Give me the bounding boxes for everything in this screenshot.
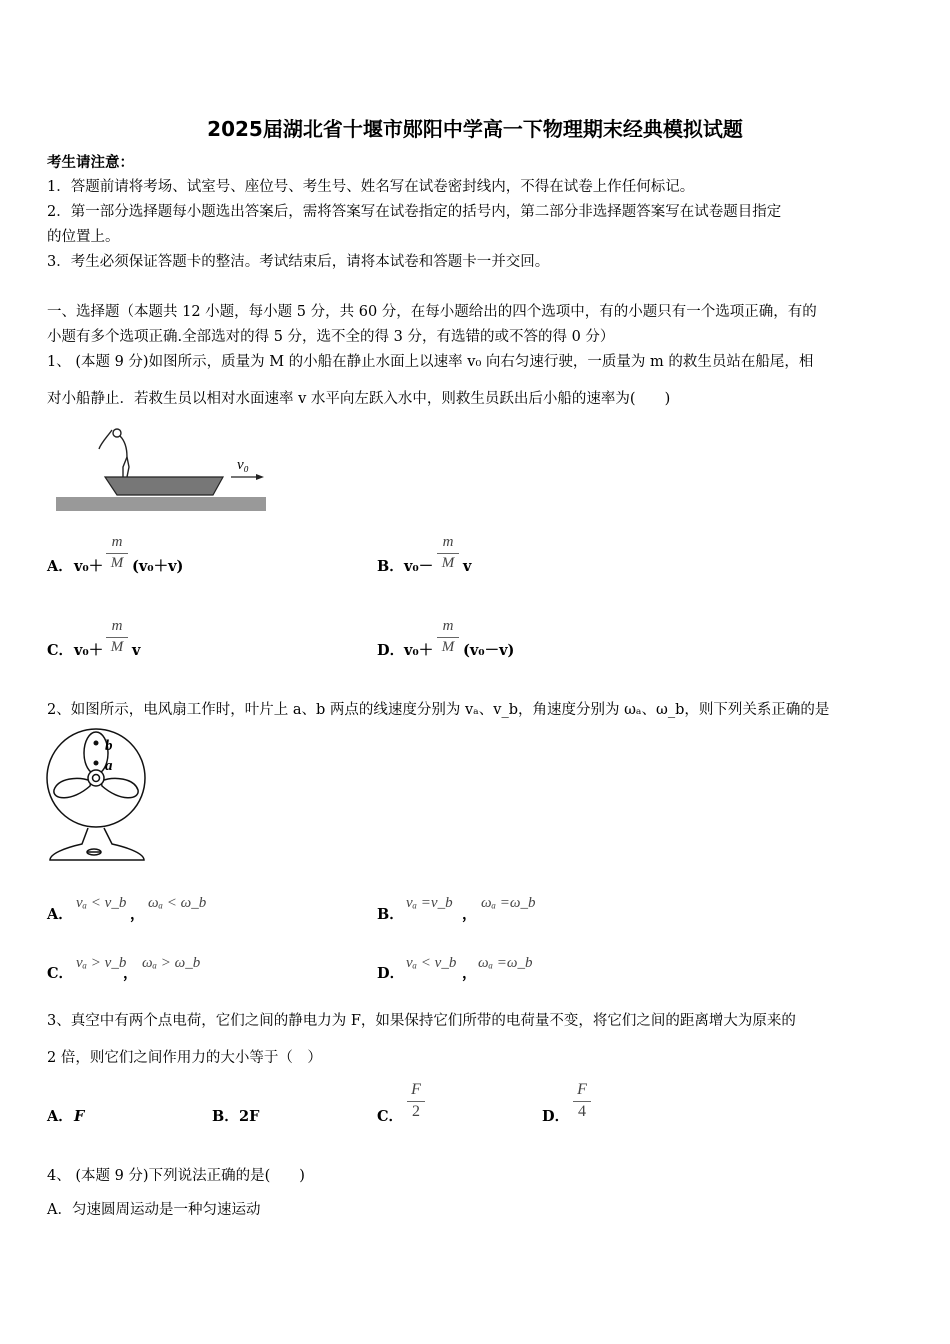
notice-item-1: 1．答题前请将考场、试室号、座位号、考生号、姓名写在试卷密封线内，不得在试卷上作任何标记。 — [47, 179, 695, 195]
water-surface — [56, 497, 266, 511]
fraction-denominator: M — [110, 639, 124, 655]
section-heading-line1: 一、选择题（本题共 12 小题，每小题 5 分，共 60 分，在每小题给出的四个选项中，有的小题只有一个选项正确，有的 — [47, 304, 817, 320]
q1-option-b-label: B． — [377, 558, 404, 575]
q3-option-a-value: F — [74, 1108, 85, 1125]
q2-option-d-label: D． — [377, 965, 405, 982]
q1-option-d-fraction — [437, 618, 459, 656]
q1-option-c-pre: v₀＋ — [74, 642, 104, 659]
fan-blade-left — [54, 778, 91, 797]
fan-blade-right — [101, 778, 138, 797]
q2-option-a-w: ωₐ < ω_b — [148, 895, 207, 911]
q3-option-d-label: D． — [542, 1108, 570, 1125]
q2-option-a-label: A． — [47, 906, 73, 923]
q1-option-a-fraction — [106, 534, 128, 572]
fan-hub — [88, 770, 104, 786]
q2-option-b-sep: ， — [462, 906, 477, 923]
point-b-label: b — [105, 738, 113, 754]
notice-item-3: 3．考生必须保证答题卡的整洁。考试结束后，请将本试卷和答题卡一并交回。 — [47, 254, 550, 270]
q3-stem-line1: 3、真空中有两个点电荷，它们之间的静电力为 F，如果保持它们所带的电荷量不变，将它们之间的距离增大为原来的 — [47, 1013, 796, 1029]
q1-option-c-post: v — [132, 642, 141, 659]
q1-option-c-label: C． — [47, 642, 74, 659]
fraction-numerator: m — [437, 618, 459, 638]
fraction-denominator: M — [441, 639, 455, 655]
q2-option-b-v: vₐ =v_b — [406, 895, 453, 911]
q1-option-b-pre: v₀－ — [404, 558, 434, 575]
q1-option-d-post: (v₀－v) — [463, 642, 515, 659]
q3-option-c-label: C． — [377, 1108, 404, 1125]
q4-stem-line1: 4、 (本题 9 分)下列说法正确的是( ) — [47, 1168, 305, 1184]
fraction-numerator: m — [106, 534, 128, 554]
q2-option-a-sep: ， — [130, 906, 145, 923]
q1-option-d-pre: v₀＋ — [404, 642, 434, 659]
q1-option-b-fraction — [437, 534, 459, 572]
velocity-arrowhead — [256, 474, 264, 480]
q3-option-b-label: B． — [212, 1108, 239, 1125]
q1-option-a-label: A． — [47, 558, 73, 575]
q2-option-c-sep: ， — [123, 965, 138, 982]
point-a-dot — [94, 761, 99, 766]
q4-option-a: A．匀速圆周运动是一种匀速运动 — [47, 1202, 261, 1218]
q1-option-b-post: v — [463, 558, 472, 575]
q3-stem-line2: 2 倍，则它们之间作用力的大小等于（ ） — [47, 1050, 322, 1066]
q2-option-d-v: vₐ < v_b — [406, 955, 457, 971]
q2-option-c-v: vₐ > v_b — [76, 955, 127, 971]
q2-option-b-label: B． — [377, 906, 404, 923]
notice-heading: 考生请注意： — [47, 154, 134, 171]
fraction-numerator: m — [106, 618, 128, 638]
fraction-denominator: 2 — [412, 1103, 420, 1120]
fraction-numerator: F — [573, 1081, 591, 1102]
velocity-label: v₀ — [237, 457, 249, 473]
fraction-denominator: M — [441, 555, 455, 571]
q3-option-c-fraction — [407, 1081, 425, 1121]
notice-item-2-cont: 的位置上。 — [47, 229, 120, 245]
q2-option-a-v: vₐ < v_b — [76, 895, 127, 911]
fraction-denominator: M — [110, 555, 124, 571]
point-b-dot — [94, 741, 99, 746]
q3-option-a-label: A． — [47, 1108, 73, 1125]
fraction-denominator: 4 — [578, 1103, 586, 1120]
fraction-numerator: m — [437, 534, 459, 554]
q2-option-c-label: C． — [47, 965, 74, 982]
q2-stem-line1: 2、如图所示，电风扇工作时，叶片上 a、b 两点的线速度分别为 vₐ、v_b，角速度分别为 ωₐ、ω_b，则下列关系正确的是 — [47, 702, 830, 718]
q1-stem-line1: 1、 (本题 9 分)如图所示，质量为 M 的小船在静止水面上以速率 v₀ 向右匀速行驶，一质量为 m 的救生员站在船尾，相 — [47, 354, 814, 370]
lifeguard-figure — [99, 429, 129, 477]
page-title: 2025届湖北省十堰市郧阳中学高一下物理期末经典模拟试题 — [207, 117, 743, 141]
q1-boat-figure — [55, 425, 270, 515]
q2-option-d-sep: ， — [462, 965, 477, 982]
q1-stem-line2: 对小船静止．若救生员以相对水面速率 v 水平向左跃入水中，则救生员跃出后小船的速率为( ) — [47, 391, 671, 407]
q2-option-b-w: ωₐ =ω_b — [481, 895, 536, 911]
q1-option-d-label: D． — [377, 642, 405, 659]
q1-option-a-pre: v₀＋ — [74, 558, 104, 575]
boat-shape — [105, 477, 223, 495]
point-a-label: a — [105, 758, 113, 774]
q1-option-a-post: (v₀＋v) — [132, 558, 184, 575]
section-heading-line2: 小题有多个选项正确.全部选对的得 5 分，选不全的得 3 分，有选错的或不答的得 0 分） — [47, 329, 615, 345]
q2-fan-figure — [42, 728, 152, 864]
q1-option-c-fraction — [106, 618, 128, 656]
fraction-numerator: F — [407, 1081, 425, 1102]
q3-option-d-fraction — [573, 1081, 591, 1121]
q3-option-b-value: 2F — [239, 1108, 260, 1125]
q2-option-c-w: ωₐ > ω_b — [142, 955, 201, 971]
notice-item-2: 2．第一部分选择题每小题选出答案后，需将答案写在试卷指定的括号内，第二部分非选择题答案写在试卷题目指定 — [47, 204, 782, 220]
q2-option-d-w: ωₐ =ω_b — [478, 955, 533, 971]
